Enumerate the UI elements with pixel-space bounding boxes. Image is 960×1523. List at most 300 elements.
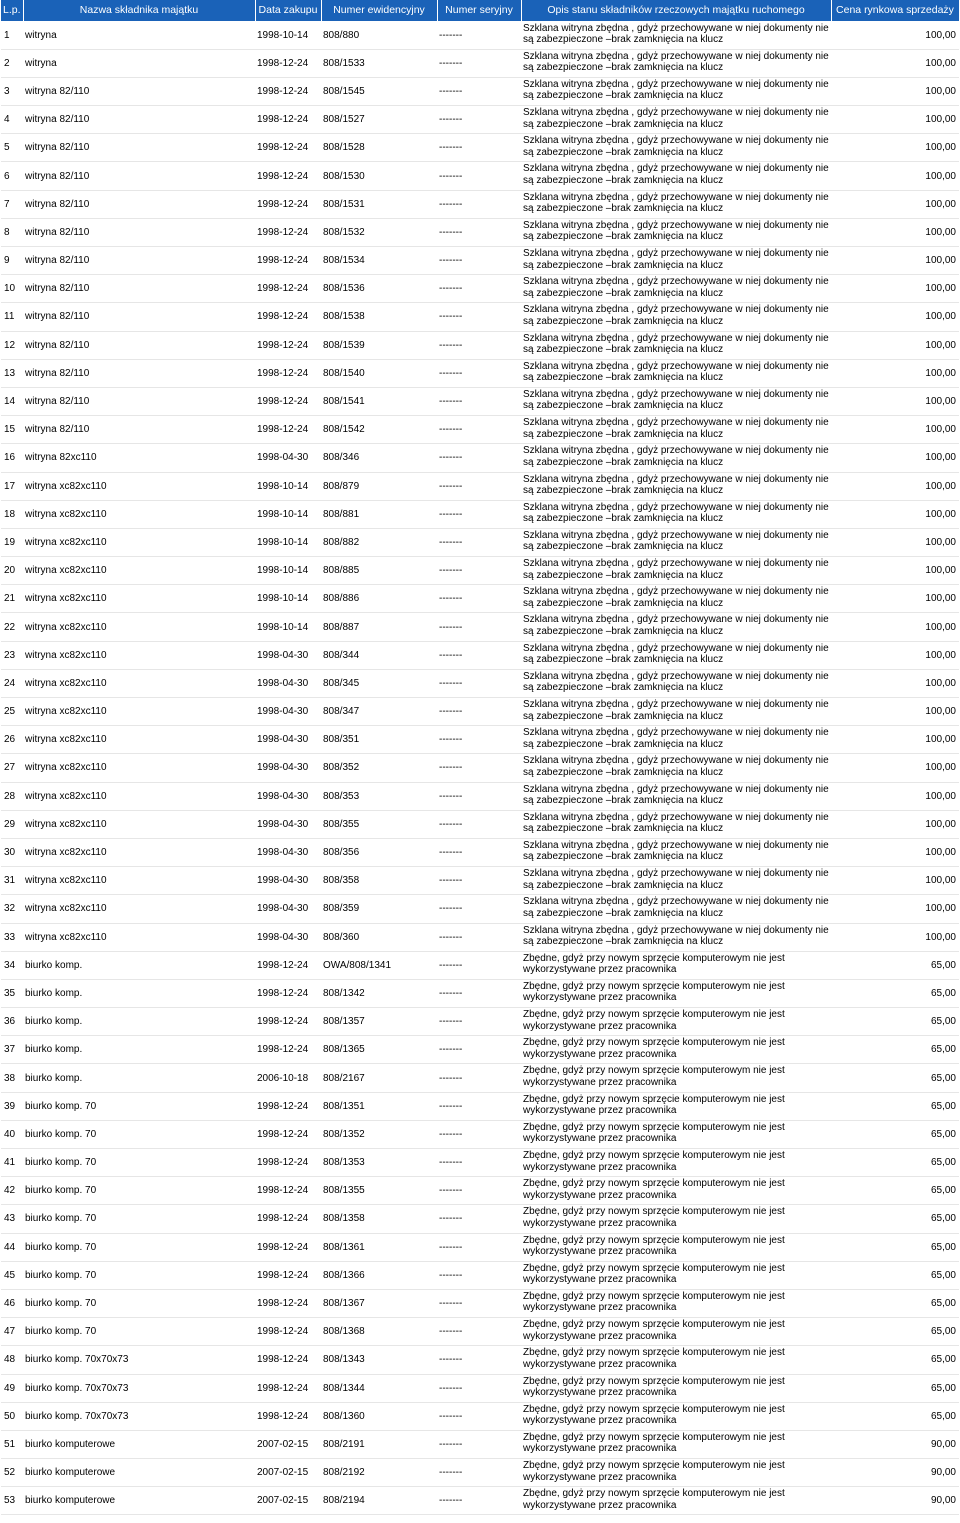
serial-number: ------- (437, 782, 521, 810)
row-number: 27 (1, 754, 23, 782)
purchase-date: 1998-04-30 (255, 641, 321, 669)
row-number: 16 (1, 444, 23, 472)
market-price: 65,00 (831, 1233, 959, 1261)
purchase-date: 1998-12-24 (255, 275, 321, 303)
serial-number: ------- (437, 585, 521, 613)
description-line: są zabezpieczone –brak zamknięcia na klucz (523, 456, 724, 468)
asset-name: witryna (23, 21, 255, 49)
description-line: Szklana witryna zbędna , gdyż przechowywane w niej dokumenty nie (523, 473, 829, 485)
market-price: 100,00 (831, 557, 959, 585)
purchase-date: 2007-02-15 (255, 1487, 321, 1515)
condition-description (521, 895, 831, 923)
table-row (1, 1177, 959, 1205)
table-row (1, 1374, 959, 1402)
serial-number: ------- (437, 49, 521, 77)
table-row (1, 698, 959, 726)
description-line: Szklana witryna zbędna , gdyż przechowywane w niej dokumenty nie (523, 417, 829, 429)
row-number: 30 (1, 838, 23, 866)
purchase-date: 1998-12-24 (255, 247, 321, 275)
table-row (1, 190, 959, 218)
purchase-date: 1998-12-24 (255, 1177, 321, 1205)
table-row (1, 1008, 959, 1036)
purchase-date: 1998-10-14 (255, 528, 321, 556)
inventory-number: 808/1357 (321, 1008, 437, 1036)
description-line: są zabezpieczone –brak zamknięcia na klucz (523, 315, 724, 327)
inventory-number: 808/1351 (321, 1092, 437, 1120)
asset-name: witryna xc82xc110 (23, 472, 255, 500)
inventory-number: 808/356 (321, 838, 437, 866)
table-row (1, 557, 959, 585)
row-number: 7 (1, 190, 23, 218)
table-row (1, 951, 959, 979)
serial-number: ------- (437, 1346, 521, 1374)
asset-name: witryna xc82xc110 (23, 782, 255, 810)
description-line: są zabezpieczone –brak zamknięcia na klucz (523, 879, 724, 891)
row-number: 48 (1, 1346, 23, 1374)
description-line: są zabezpieczone –brak zamknięcia na klucz (523, 372, 724, 384)
description-line: Zbędne, gdyż przy nowym sprzęcie komputerowym nie jest (523, 1037, 785, 1049)
row-number: 22 (1, 613, 23, 641)
row-number: 49 (1, 1374, 23, 1402)
inventory-number: 808/1533 (321, 49, 437, 77)
inventory-number: 808/360 (321, 923, 437, 951)
market-price: 65,00 (831, 1402, 959, 1430)
inventory-number: 808/1367 (321, 1289, 437, 1317)
inventory-number: 808/881 (321, 500, 437, 528)
inventory-number: 808/885 (321, 557, 437, 585)
description-line: Zbędne, gdyż przy nowym sprzęcie komputerowym nie jest (523, 1206, 785, 1218)
asset-name: witryna (23, 49, 255, 77)
asset-name: witryna 82/110 (23, 275, 255, 303)
condition-description (521, 698, 831, 726)
row-number: 3 (1, 77, 23, 105)
purchase-date: 1998-04-30 (255, 726, 321, 754)
table-row (1, 1487, 959, 1515)
asset-name: witryna xc82xc110 (23, 838, 255, 866)
condition-description (521, 500, 831, 528)
description-line: wykorzystywane przez pracownika (523, 1443, 677, 1455)
description-line: Szklana witryna zbędna , gdyż przechowywane w niej dokumenty nie (523, 755, 829, 767)
description-line: są zabezpieczone –brak zamknięcia na klucz (523, 682, 724, 694)
purchase-date: 1998-12-24 (255, 331, 321, 359)
table-row (1, 106, 959, 134)
inventory-number: 808/1360 (321, 1402, 437, 1430)
row-number: 38 (1, 1064, 23, 1092)
row-number: 14 (1, 387, 23, 415)
market-price: 100,00 (831, 190, 959, 218)
description-line: Szklana witryna zbędna , gdyż przechowywane w niej dokumenty nie (523, 924, 829, 936)
col-header-description: Opis stanu składników rzeczowych majątku ruchomego (521, 0, 831, 21)
serial-number: ------- (437, 218, 521, 246)
asset-name: biurko komp. (23, 1064, 255, 1092)
serial-number: ------- (437, 331, 521, 359)
description-line: są zabezpieczone –brak zamknięcia na klucz (523, 118, 724, 130)
description-line: wykorzystywane przez pracownika (523, 1415, 677, 1427)
asset-name: witryna 82/110 (23, 77, 255, 105)
inventory-number: 808/345 (321, 669, 437, 697)
description-line: Szklana witryna zbędna , gdyż przechowywane w niej dokumenty nie (523, 191, 829, 203)
description-line: są zabezpieczone –brak zamknięcia na klucz (523, 428, 724, 440)
description-line: wykorzystywane przez pracownika (523, 1217, 677, 1229)
description-line: są zabezpieczone –brak zamknięcia na klucz (523, 287, 724, 299)
purchase-date: 1998-12-24 (255, 1318, 321, 1346)
market-price: 100,00 (831, 162, 959, 190)
table-row (1, 21, 959, 49)
market-price: 100,00 (831, 838, 959, 866)
asset-name: biurko komputerowe (23, 1430, 255, 1458)
condition-description (521, 190, 831, 218)
asset-name: witryna xc82xc110 (23, 923, 255, 951)
description-line: wykorzystywane przez pracownika (523, 1358, 677, 1370)
market-price: 65,00 (831, 1008, 959, 1036)
description-line: Szklana witryna zbędna , gdyż przechowywane w niej dokumenty nie (523, 586, 829, 598)
row-number: 36 (1, 1008, 23, 1036)
asset-name: witryna xc82xc110 (23, 500, 255, 528)
table-row (1, 1064, 959, 1092)
table-row (1, 1205, 959, 1233)
market-price: 100,00 (831, 754, 959, 782)
purchase-date: 1998-12-24 (255, 77, 321, 105)
table-row (1, 1261, 959, 1289)
purchase-date: 1998-12-24 (255, 1233, 321, 1261)
row-number: 10 (1, 275, 23, 303)
serial-number: ------- (437, 979, 521, 1007)
market-price: 100,00 (831, 472, 959, 500)
description-line: Szklana witryna zbędna , gdyż przechowywane w niej dokumenty nie (523, 388, 829, 400)
market-price: 100,00 (831, 528, 959, 556)
table-row (1, 1289, 959, 1317)
description-line: Zbędne, gdyż przy nowym sprzęcie komputerowym nie jest (523, 1093, 785, 1105)
table-row (1, 472, 959, 500)
table-row (1, 754, 959, 782)
row-number: 31 (1, 867, 23, 895)
purchase-date: 1998-12-24 (255, 1092, 321, 1120)
market-price: 100,00 (831, 275, 959, 303)
condition-description (521, 641, 831, 669)
inventory-number: 808/1541 (321, 387, 437, 415)
row-number: 47 (1, 1318, 23, 1346)
serial-number: ------- (437, 641, 521, 669)
serial-number: ------- (437, 77, 521, 105)
description-line: Zbędne, gdyż przy nowym sprzęcie komputerowym nie jest (523, 1178, 785, 1190)
purchase-date: 2006-10-18 (255, 1064, 321, 1092)
serial-number: ------- (437, 867, 521, 895)
description-line: Szklana witryna zbędna , gdyż przechowywane w niej dokumenty nie (523, 670, 829, 682)
description-line: Szklana witryna zbędna , gdyż przechowywane w niej dokumenty nie (523, 839, 829, 851)
purchase-date: 1998-12-24 (255, 1402, 321, 1430)
condition-description (521, 106, 831, 134)
asset-name: biurko komp. (23, 1036, 255, 1064)
purchase-date: 1998-12-24 (255, 1346, 321, 1374)
table-row (1, 1346, 959, 1374)
serial-number: ------- (437, 275, 521, 303)
table-row (1, 134, 959, 162)
description-line: Zbędne, gdyż przy nowym sprzęcie komputerowym nie jest (523, 1460, 785, 1472)
inventory-number: 808/353 (321, 782, 437, 810)
serial-number: ------- (437, 1459, 521, 1487)
serial-number: ------- (437, 557, 521, 585)
purchase-date: 1998-12-24 (255, 1289, 321, 1317)
row-number: 8 (1, 218, 23, 246)
asset-name: witryna 82/110 (23, 387, 255, 415)
row-number: 32 (1, 895, 23, 923)
purchase-date: 1998-12-24 (255, 359, 321, 387)
purchase-date: 1998-04-30 (255, 698, 321, 726)
market-price: 100,00 (831, 895, 959, 923)
description-line: wykorzystywane przez pracownika (523, 1076, 677, 1088)
inventory-number: 808/1527 (321, 106, 437, 134)
market-price: 65,00 (831, 1289, 959, 1317)
row-number: 2 (1, 49, 23, 77)
serial-number: ------- (437, 1092, 521, 1120)
description-line: są zabezpieczone –brak zamknięcia na klucz (523, 203, 724, 215)
purchase-date: 1998-12-24 (255, 1205, 321, 1233)
inventory-number: 808/346 (321, 444, 437, 472)
description-line: Zbędne, gdyż przy nowym sprzęcie komputerowym nie jest (523, 1121, 785, 1133)
row-number: 45 (1, 1261, 23, 1289)
row-number: 37 (1, 1036, 23, 1064)
asset-name: witryna 82/110 (23, 190, 255, 218)
table-row (1, 979, 959, 1007)
row-number: 11 (1, 303, 23, 331)
asset-name: biurko komp. 70 (23, 1289, 255, 1317)
row-number: 39 (1, 1092, 23, 1120)
condition-description (521, 1346, 831, 1374)
purchase-date: 1998-04-30 (255, 867, 321, 895)
inventory-number: 808/1342 (321, 979, 437, 1007)
market-price: 100,00 (831, 923, 959, 951)
row-number: 9 (1, 247, 23, 275)
asset-name: witryna xc82xc110 (23, 698, 255, 726)
purchase-date: 1998-10-14 (255, 472, 321, 500)
purchase-date: 1998-10-14 (255, 613, 321, 641)
description-line: Szklana witryna zbędna , gdyż przechowywane w niej dokumenty nie (523, 445, 829, 457)
row-number: 19 (1, 528, 23, 556)
condition-description (521, 1289, 831, 1317)
row-number: 52 (1, 1459, 23, 1487)
description-line: są zabezpieczone –brak zamknięcia na klucz (523, 34, 724, 45)
description-line: Szklana witryna zbędna , gdyż przechowywane w niej dokumenty nie (523, 699, 829, 710)
condition-description (521, 275, 831, 303)
purchase-date: 1998-04-30 (255, 754, 321, 782)
inventory-number: 808/1344 (321, 1374, 437, 1402)
serial-number: ------- (437, 810, 521, 838)
market-price: 100,00 (831, 106, 959, 134)
condition-description (521, 359, 831, 387)
purchase-date: 1998-12-24 (255, 416, 321, 444)
serial-number: ------- (437, 500, 521, 528)
row-number: 13 (1, 359, 23, 387)
serial-number: ------- (437, 1149, 521, 1177)
table-row (1, 1092, 959, 1120)
serial-number: ------- (437, 359, 521, 387)
table-row (1, 331, 959, 359)
description-line: Szklana witryna zbędna , gdyż przechowywane w niej dokumenty nie (523, 727, 829, 739)
asset-name: witryna xc82xc110 (23, 669, 255, 697)
serial-number: ------- (437, 1233, 521, 1261)
row-number: 24 (1, 669, 23, 697)
description-line: wykorzystywane przez pracownika (523, 992, 677, 1004)
table-row (1, 303, 959, 331)
condition-description (521, 444, 831, 472)
condition-description (521, 1487, 831, 1515)
description-line: Szklana witryna zbędna , gdyż przechowywane w niej dokumenty nie (523, 332, 829, 344)
asset-name: witryna xc82xc110 (23, 895, 255, 923)
inventory-number: 808/347 (321, 698, 437, 726)
market-price: 100,00 (831, 669, 959, 697)
market-price: 100,00 (831, 359, 959, 387)
condition-description (521, 218, 831, 246)
serial-number: ------- (437, 134, 521, 162)
table-row (1, 528, 959, 556)
asset-name: biurko komp. 70x70x73 (23, 1374, 255, 1402)
market-price: 90,00 (831, 1487, 959, 1515)
asset-name: biurko komputerowe (23, 1459, 255, 1487)
condition-description (521, 387, 831, 415)
serial-number: ------- (437, 303, 521, 331)
row-number: 12 (1, 331, 23, 359)
description-line: wykorzystywane przez pracownika (523, 1387, 677, 1398)
purchase-date: 1998-10-14 (255, 557, 321, 585)
description-line: Szklana witryna zbędna , gdyż przechowywane w niej dokumenty nie (523, 614, 829, 626)
row-number: 51 (1, 1430, 23, 1458)
inventory-number: 808/1534 (321, 247, 437, 275)
row-number: 5 (1, 134, 23, 162)
market-price: 100,00 (831, 500, 959, 528)
market-price: 100,00 (831, 641, 959, 669)
row-number: 41 (1, 1149, 23, 1177)
market-price: 65,00 (831, 951, 959, 979)
description-line: Szklana witryna zbędna , gdyż przechowywane w niej dokumenty nie (523, 642, 829, 654)
description-line: wykorzystywane przez pracownika (523, 1133, 677, 1145)
table-row (1, 613, 959, 641)
description-line: są zabezpieczone –brak zamknięcia na klucz (523, 569, 724, 581)
header-row (1, 0, 959, 21)
purchase-date: 1998-04-30 (255, 923, 321, 951)
purchase-date: 1998-12-24 (255, 1008, 321, 1036)
inventory-number: 808/1361 (321, 1233, 437, 1261)
serial-number: ------- (437, 1036, 521, 1064)
inventory-number: 808/1358 (321, 1205, 437, 1233)
condition-description (521, 134, 831, 162)
serial-number: ------- (437, 444, 521, 472)
asset-name: biurko komp. 70x70x73 (23, 1402, 255, 1430)
condition-description (521, 1430, 831, 1458)
purchase-date: 1998-12-24 (255, 303, 321, 331)
description-line: są zabezpieczone –brak zamknięcia na klucz (523, 541, 724, 553)
table-row (1, 867, 959, 895)
inventory-number: 808/2192 (321, 1459, 437, 1487)
purchase-date: 1998-10-14 (255, 500, 321, 528)
row-number: 26 (1, 726, 23, 754)
description-line: Zbędne, gdyż przy nowym sprzęcie komputerowym nie jest (523, 1375, 785, 1387)
serial-number: ------- (437, 754, 521, 782)
serial-number: ------- (437, 923, 521, 951)
table-row (1, 1149, 959, 1177)
condition-description (521, 838, 831, 866)
col-header-date: Data zakupu (255, 0, 321, 21)
table-row (1, 1402, 959, 1430)
inventory-number: 808/1540 (321, 359, 437, 387)
row-number: 17 (1, 472, 23, 500)
asset-name: biurko komp. 70 (23, 1149, 255, 1177)
description-line: wykorzystywane przez pracownika (523, 1161, 677, 1173)
row-number: 35 (1, 979, 23, 1007)
description-line: Zbędne, gdyż przy nowym sprzęcie komputerowym nie jest (523, 1290, 785, 1302)
condition-description (521, 726, 831, 754)
inventory-number: 808/1530 (321, 162, 437, 190)
description-line: są zabezpieczone –brak zamknięcia na klucz (523, 400, 724, 412)
asset-name: witryna 82/110 (23, 134, 255, 162)
condition-description (521, 77, 831, 105)
purchase-date: 1998-10-14 (255, 585, 321, 613)
inventory-number: 808/1352 (321, 1120, 437, 1148)
inventory-number: 808/887 (321, 613, 437, 641)
market-price: 65,00 (831, 1318, 959, 1346)
description-line: Zbędne, gdyż przy nowym sprzęcie komputerowym nie jest (523, 1488, 785, 1500)
row-number: 18 (1, 500, 23, 528)
market-price: 65,00 (831, 1261, 959, 1289)
serial-number: ------- (437, 726, 521, 754)
description-line: Szklana witryna zbędna , gdyż przechowywane w niej dokumenty nie (523, 78, 829, 90)
market-price: 65,00 (831, 1036, 959, 1064)
inventory-number: 808/1531 (321, 190, 437, 218)
asset-name: witryna xc82xc110 (23, 726, 255, 754)
inventory-number: 808/1368 (321, 1318, 437, 1346)
serial-number: ------- (437, 472, 521, 500)
row-number: 43 (1, 1205, 23, 1233)
serial-number: ------- (437, 1430, 521, 1458)
purchase-date: 1998-12-24 (255, 979, 321, 1007)
asset-name: witryna xc82xc110 (23, 528, 255, 556)
asset-name: witryna xc82xc110 (23, 867, 255, 895)
market-price: 100,00 (831, 444, 959, 472)
description-line: Zbędne, gdyż przy nowym sprzęcie komputerowym nie jest (523, 1431, 785, 1443)
serial-number: ------- (437, 1064, 521, 1092)
condition-description (521, 1318, 831, 1346)
asset-name: biurko komp. 70 (23, 1318, 255, 1346)
condition-description (521, 810, 831, 838)
row-number: 50 (1, 1402, 23, 1430)
col-header-serial-number: Numer seryjny (437, 0, 521, 21)
description-line: są zabezpieczone –brak zamknięcia na klucz (523, 907, 724, 919)
serial-number: ------- (437, 190, 521, 218)
table-row (1, 838, 959, 866)
serial-number: ------- (437, 1402, 521, 1430)
description-line: Zbędne, gdyż przy nowym sprzęcie komputerowym nie jest (523, 1403, 785, 1415)
asset-name: biurko komp. 70x70x73 (23, 1346, 255, 1374)
description-line: Szklana witryna zbędna , gdyż przechowywane w niej dokumenty nie (523, 783, 829, 795)
market-price: 100,00 (831, 21, 959, 49)
table-row (1, 275, 959, 303)
inventory-number: OWA/808/1341 (321, 951, 437, 979)
condition-description (521, 613, 831, 641)
description-line: Szklana witryna zbędna , gdyż przechowywane w niej dokumenty nie (523, 304, 829, 316)
col-header-price: Cena rynkowa sprzedaży (831, 0, 959, 21)
market-price: 100,00 (831, 585, 959, 613)
table-row (1, 247, 959, 275)
description-line: wykorzystywane przez pracownika (523, 964, 677, 976)
purchase-date: 1998-04-30 (255, 669, 321, 697)
description-line: Szklana witryna zbędna , gdyż przechowywane w niej dokumenty nie (523, 276, 829, 288)
purchase-date: 1998-12-24 (255, 951, 321, 979)
table-row (1, 218, 959, 246)
description-line: wykorzystywane przez pracownika (523, 1499, 677, 1511)
inventory-number: 808/1366 (321, 1261, 437, 1289)
row-number: 28 (1, 782, 23, 810)
inventory-number: 808/2191 (321, 1430, 437, 1458)
table-row (1, 416, 959, 444)
